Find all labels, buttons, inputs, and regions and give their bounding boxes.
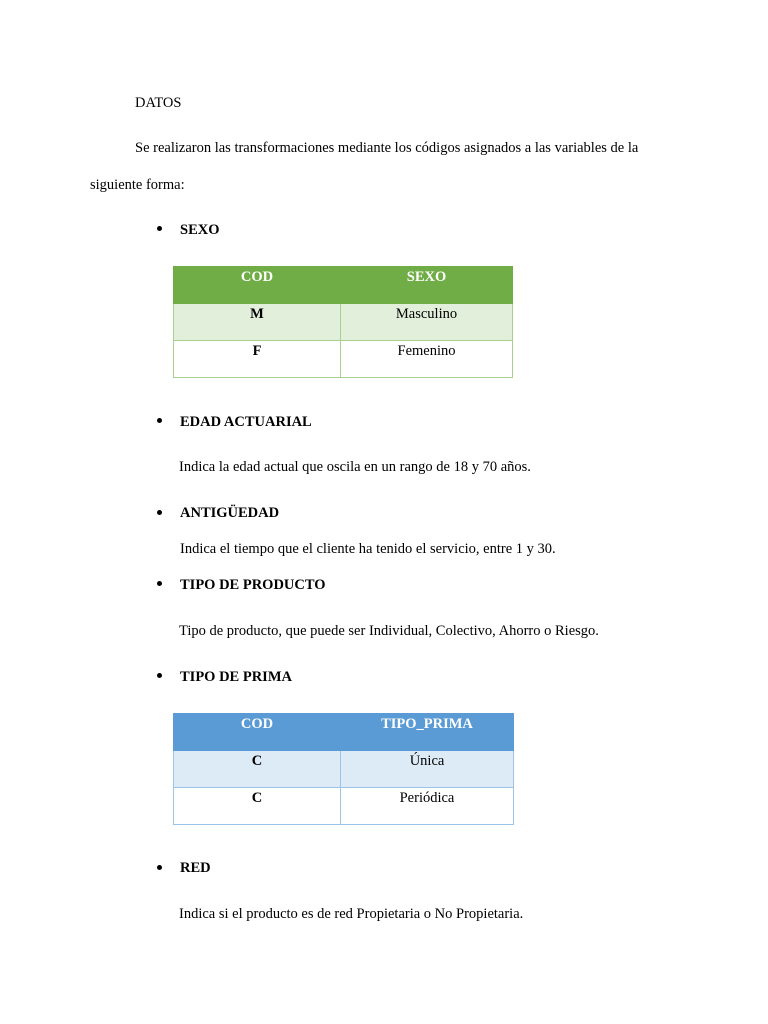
heading-edad: EDAD ACTUARIAL — [180, 414, 312, 430]
table-row — [174, 788, 514, 825]
table-header-cell: SEXO — [341, 267, 513, 304]
table-cell: C — [174, 751, 341, 788]
bullet-icon — [157, 581, 162, 586]
text-red: Indica si el producto es de red Propietaria o No Propietaria. — [179, 906, 524, 922]
table-header-row — [174, 267, 513, 304]
heading-prima: TIPO DE PRIMA — [180, 669, 292, 685]
text-producto: Tipo de producto, que puede ser Individual, Colectivo, Ahorro o Riesgo. — [179, 623, 599, 639]
table-cell: M — [174, 304, 341, 341]
table-cell: Periódica — [341, 788, 514, 825]
table-header-cell: TIPO_PRIMA — [341, 714, 514, 751]
text-antiguedad: Indica el tiempo que el cliente ha tenido el servicio, entre 1 y 30. — [180, 541, 556, 557]
bullet-icon — [157, 865, 162, 870]
heading-sexo: SEXO — [180, 222, 220, 238]
table-header-cell: COD — [174, 714, 341, 751]
text-edad: Indica la edad actual que oscila en un rango de 18 y 70 años. — [179, 459, 531, 475]
table-cell: F — [174, 341, 341, 378]
bullet-icon — [157, 418, 162, 423]
bullet-icon — [157, 226, 162, 231]
heading-antiguedad: ANTIGÜEDAD — [180, 505, 280, 521]
intro-line-1: Se realizaron las transformaciones mediante los códigos asignados a las variables de la — [135, 140, 639, 156]
table-cell: Única — [341, 751, 514, 788]
table-row — [174, 341, 513, 378]
table-cell: Masculino — [341, 304, 513, 341]
heading-red: RED — [180, 860, 211, 876]
table-row — [174, 751, 514, 788]
bullet-icon — [157, 673, 162, 678]
table-header-cell: COD — [174, 267, 341, 304]
table-cell: Femenino — [341, 341, 513, 378]
prima-table — [173, 713, 514, 825]
intro-line-2: siguiente forma: — [90, 177, 185, 193]
bullet-icon — [157, 510, 162, 515]
heading-producto: TIPO DE PRODUCTO — [180, 577, 326, 593]
table-row — [174, 304, 513, 341]
sexo-table — [173, 266, 513, 378]
table-cell: C — [174, 788, 341, 825]
table-header-row — [174, 714, 514, 751]
section-title: DATOS — [135, 95, 182, 111]
